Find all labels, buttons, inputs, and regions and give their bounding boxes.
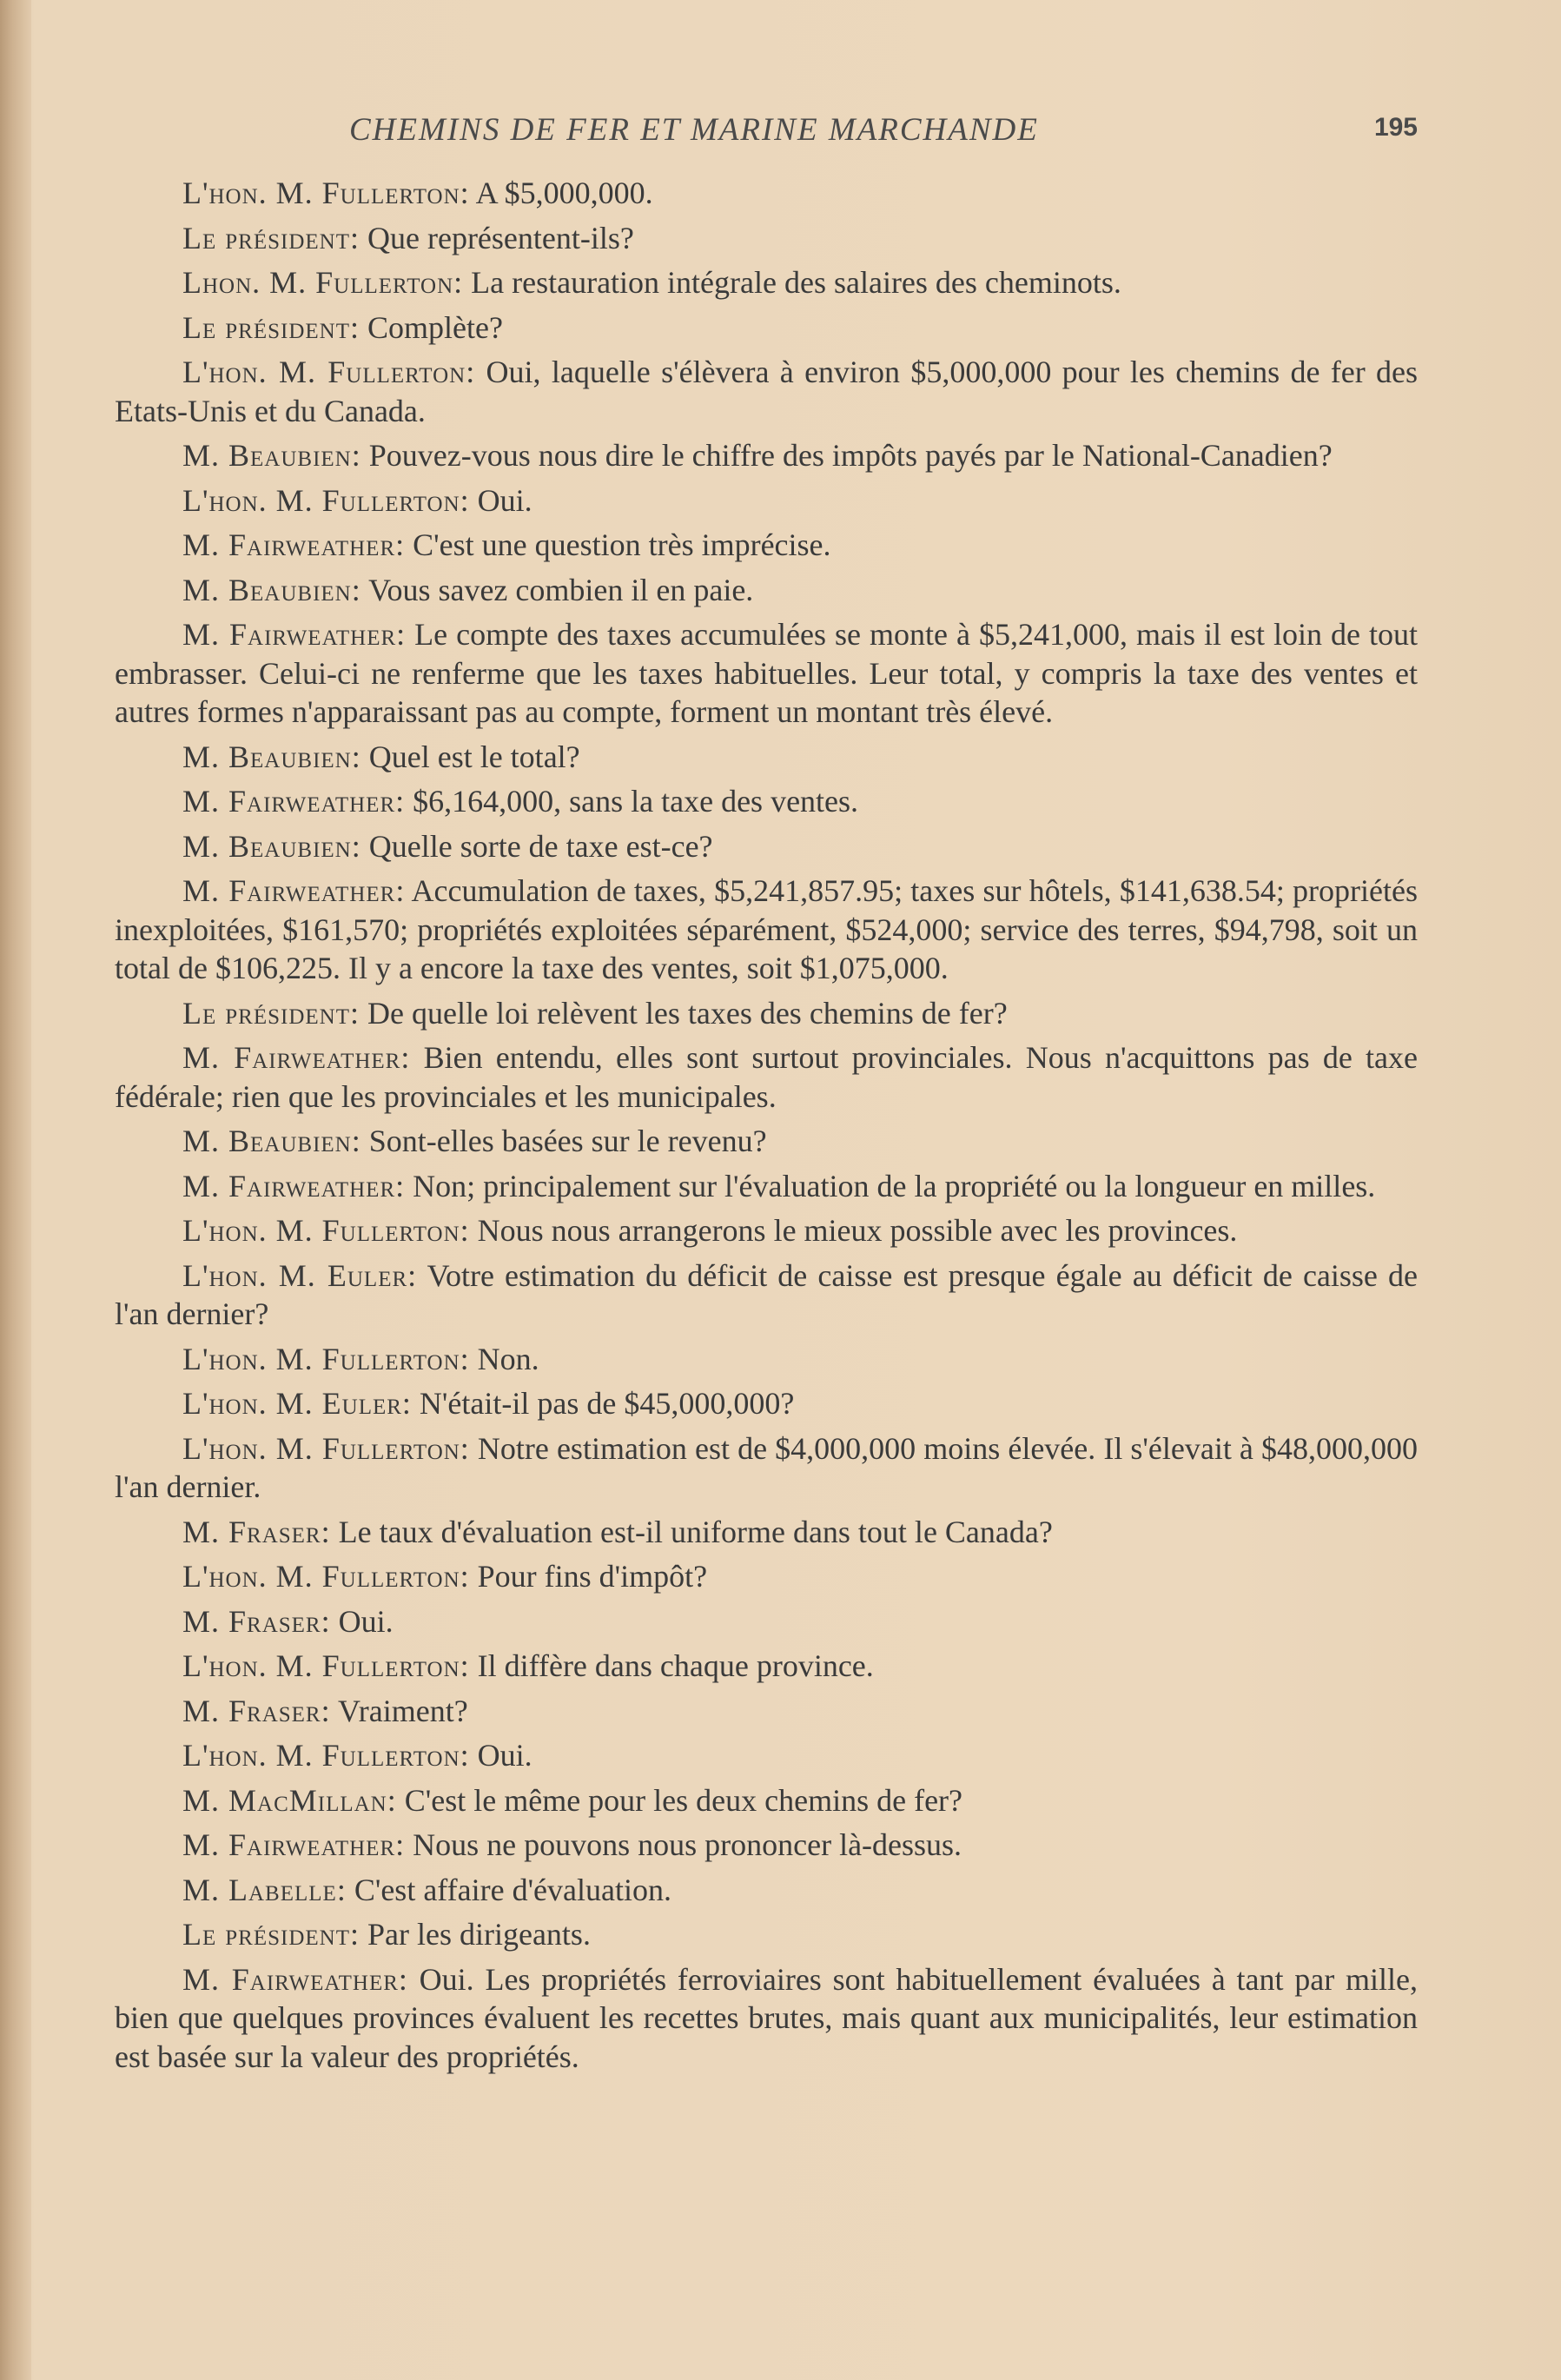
- speech-text: Oui.: [330, 1603, 394, 1639]
- dialogue-paragraph: [115, 1960, 1418, 2077]
- page-header: [115, 111, 1418, 155]
- dialogue-paragraph: [115, 1915, 1418, 1954]
- dialogue-paragraph: [115, 782, 1418, 821]
- dialogue-paragraph: [115, 1692, 1418, 1731]
- speaker-name: M. Fairweather:: [182, 1961, 408, 1997]
- speaker-name: M. Fairweather:: [182, 873, 406, 908]
- dialogue-paragraph: [115, 571, 1418, 610]
- speech-text: De quelle loi relèvent les taxes des chemins de fer?: [360, 995, 1008, 1031]
- speech-text: Il diffère dans chaque province.: [469, 1648, 874, 1683]
- dialogue-paragraph: [115, 481, 1418, 520]
- speech-text: $6,164,000, sans la taxe des ventes.: [405, 784, 859, 819]
- dialogue-paragraph: [115, 526, 1418, 565]
- speaker-name: L'hon. M. Fullerton:: [182, 1559, 470, 1594]
- speech-text: Quel est le total?: [360, 739, 580, 774]
- dialogue-paragraph: [115, 1826, 1418, 1865]
- dialogue-paragraph: [115, 827, 1418, 866]
- speech-text: Accumulation de taxes, $5,241,857.95; taxes sur hôtels, $141,638.54; propriétés inexploitées, $161,570; propriétés exploitées séparément, $524,000; service des terres, $94,798, soit un total de $106,225. Il y a encore la taxe des ventes, soit $1,075,000.: [115, 873, 1418, 985]
- speaker-name: M. Fairweather:: [182, 617, 407, 652]
- speaker-name: L'hon. M. Fullerton:: [182, 1341, 470, 1376]
- speech-text: Non.: [469, 1341, 539, 1376]
- speech-text: N'était-il pas de $45,000,000?: [411, 1386, 795, 1421]
- dialogue-paragraph: [115, 1736, 1418, 1775]
- speaker-name: L'hon. M. Fullerton:: [182, 1738, 470, 1773]
- speaker-name: L'hon. M. Euler:: [182, 1386, 412, 1421]
- speaker-name: Le président:: [182, 220, 360, 255]
- book-binding-edge: [0, 0, 31, 2380]
- dialogue-paragraph: [115, 1647, 1418, 1686]
- speech-text: A $5,000,000.: [469, 176, 653, 210]
- speech-text: Pouvez-vous nous dire le chiffre des impôts payés par le National-Canadien?: [360, 438, 1333, 473]
- speaker-name: M. Beaubien:: [182, 438, 361, 473]
- speaker-name: Le président:: [182, 309, 360, 345]
- transcript-body: [115, 174, 1418, 2082]
- speech-text: Vous savez combien il en paie.: [360, 572, 754, 607]
- speech-text: Sont-elles basées sur le revenu?: [360, 1124, 767, 1158]
- speech-text: C'est affaire d'évaluation.: [346, 1872, 671, 1907]
- dialogue-paragraph: [115, 436, 1418, 475]
- dialogue-paragraph: [115, 308, 1418, 348]
- dialogue-paragraph: [115, 1513, 1418, 1552]
- speaker-name: M. Fraser:: [182, 1603, 331, 1639]
- speaker-name: L'hon. M. Fullerton:: [182, 482, 470, 518]
- speaker-name: L'hon. M. Fullerton:: [182, 176, 470, 210]
- speech-text: Nous nous arrangerons le mieux possible avec les provinces.: [469, 1213, 1238, 1248]
- dialogue-paragraph: [115, 1384, 1418, 1423]
- speaker-name: M. Fairweather:: [182, 1827, 406, 1862]
- speech-text: Que représentent-ils?: [360, 220, 634, 255]
- dialogue-paragraph: [115, 174, 1418, 213]
- speaker-name: L'hon. M. Fullerton:: [182, 1430, 470, 1466]
- speech-text: Bien entendu, elles sont surtout provinciales. Nous n'acquittons pas de taxe fédérale; rien que les provinciales et les municipales.: [115, 1040, 1418, 1114]
- speaker-name: L'hon. M. Fullerton:: [182, 1648, 470, 1683]
- dialogue-paragraph: [115, 1038, 1418, 1116]
- dialogue-paragraph: [115, 615, 1418, 732]
- running-title: CHEMINS DE FER ET MARINE MARCHANDE: [349, 112, 1039, 148]
- speech-text: Nous ne pouvons nous prononcer là-dessus.: [405, 1827, 962, 1862]
- dialogue-paragraph: [115, 1211, 1418, 1250]
- dialogue-paragraph: [115, 1340, 1418, 1379]
- page-number: 195: [1373, 113, 1418, 142]
- speaker-name: M. Beaubien:: [182, 1124, 361, 1158]
- speaker-name: M. Beaubien:: [182, 828, 361, 864]
- speech-text: C'est le même pour les deux chemins de fer?: [396, 1782, 963, 1818]
- speaker-name: Lhon. M. Fullerton:: [182, 265, 464, 300]
- speaker-name: M. Fairweather:: [182, 784, 406, 819]
- speech-text: Le taux d'évaluation est-il uniforme dans tout le Canada?: [330, 1514, 1053, 1549]
- speech-text: Votre estimation du déficit de caisse est presque égale au déficit de caisse de l'an dernier?: [115, 1257, 1418, 1331]
- speaker-name: M. Fraser:: [182, 1514, 331, 1549]
- speech-text: Oui, laquelle s'élèvera à environ $5,000,000 pour les chemins de fer des Etats-Unis et du Canada.: [115, 355, 1418, 428]
- speaker-name: M. Fairweather:: [182, 527, 406, 562]
- speaker-name: Le président:: [182, 1917, 360, 1952]
- speech-text: Notre estimation est de $4,000,000 moins élevée. Il s'élevait à $48,000,000 l'an dernier.: [115, 1430, 1418, 1504]
- dialogue-paragraph: [115, 1781, 1418, 1820]
- speech-text: Oui.: [469, 482, 532, 518]
- dialogue-paragraph: [115, 353, 1418, 430]
- speaker-name: L'hon. M. Fullerton:: [182, 1213, 470, 1248]
- dialogue-paragraph: [115, 219, 1418, 258]
- speech-text: Vraiment?: [330, 1693, 468, 1728]
- dialogue-paragraph: [115, 263, 1418, 302]
- speech-text: Non; principalement sur l'évaluation de la propriété ou la longueur en milles.: [405, 1168, 1376, 1203]
- dialogue-paragraph: [115, 1602, 1418, 1641]
- speech-text: Oui. Les propriétés ferroviaires sont habituellement évaluées à tant par mille, bien que quelques provinces évaluent les recettes brutes, mais quant aux municipalités, leur estimation est basée sur la valeur des propriétés.: [115, 1961, 1418, 2074]
- speech-text: Pour fins d'impôt?: [469, 1559, 708, 1594]
- speaker-name: M. Beaubien:: [182, 572, 361, 607]
- dialogue-paragraph: [115, 1429, 1418, 1507]
- speech-text: Complète?: [360, 309, 503, 345]
- dialogue-paragraph: [115, 1256, 1418, 1334]
- speech-text: Le compte des taxes accumulées se monte à $5,241,000, mais il est loin de tout embrasser. Celui-ci ne renferme que les taxes habituelles. Leur total, y compris la taxe des ventes et autres formes n'apparaissant pas au compte, forment un montant très élevé.: [115, 617, 1418, 729]
- dialogue-paragraph: [115, 1167, 1418, 1206]
- dialogue-paragraph: [115, 872, 1418, 988]
- speaker-name: M. Labelle:: [182, 1872, 347, 1907]
- dialogue-paragraph: [115, 738, 1418, 777]
- dialogue-paragraph: [115, 1557, 1418, 1596]
- speaker-name: M. Fairweather:: [182, 1040, 411, 1075]
- speaker-name: L'hon. M. Euler:: [182, 1257, 418, 1293]
- speaker-name: M. Beaubien:: [182, 739, 361, 774]
- speaker-name: M. Fraser:: [182, 1693, 331, 1728]
- speaker-name: L'hon. M. Fullerton:: [182, 355, 476, 389]
- speaker-name: Le président:: [182, 995, 360, 1031]
- speaker-name: M. Fairweather:: [182, 1168, 406, 1203]
- speech-text: Oui.: [469, 1738, 532, 1773]
- speech-text: La restauration intégrale des salaires des cheminots.: [463, 265, 1121, 300]
- dialogue-paragraph: [115, 1122, 1418, 1161]
- speech-text: Par les dirigeants.: [360, 1917, 591, 1952]
- dialogue-paragraph: [115, 1871, 1418, 1910]
- speech-text: Quelle sorte de taxe est-ce?: [360, 828, 713, 864]
- speech-text: C'est une question très imprécise.: [405, 527, 831, 562]
- speaker-name: M. MacMillan:: [182, 1782, 397, 1818]
- dialogue-paragraph: [115, 994, 1418, 1033]
